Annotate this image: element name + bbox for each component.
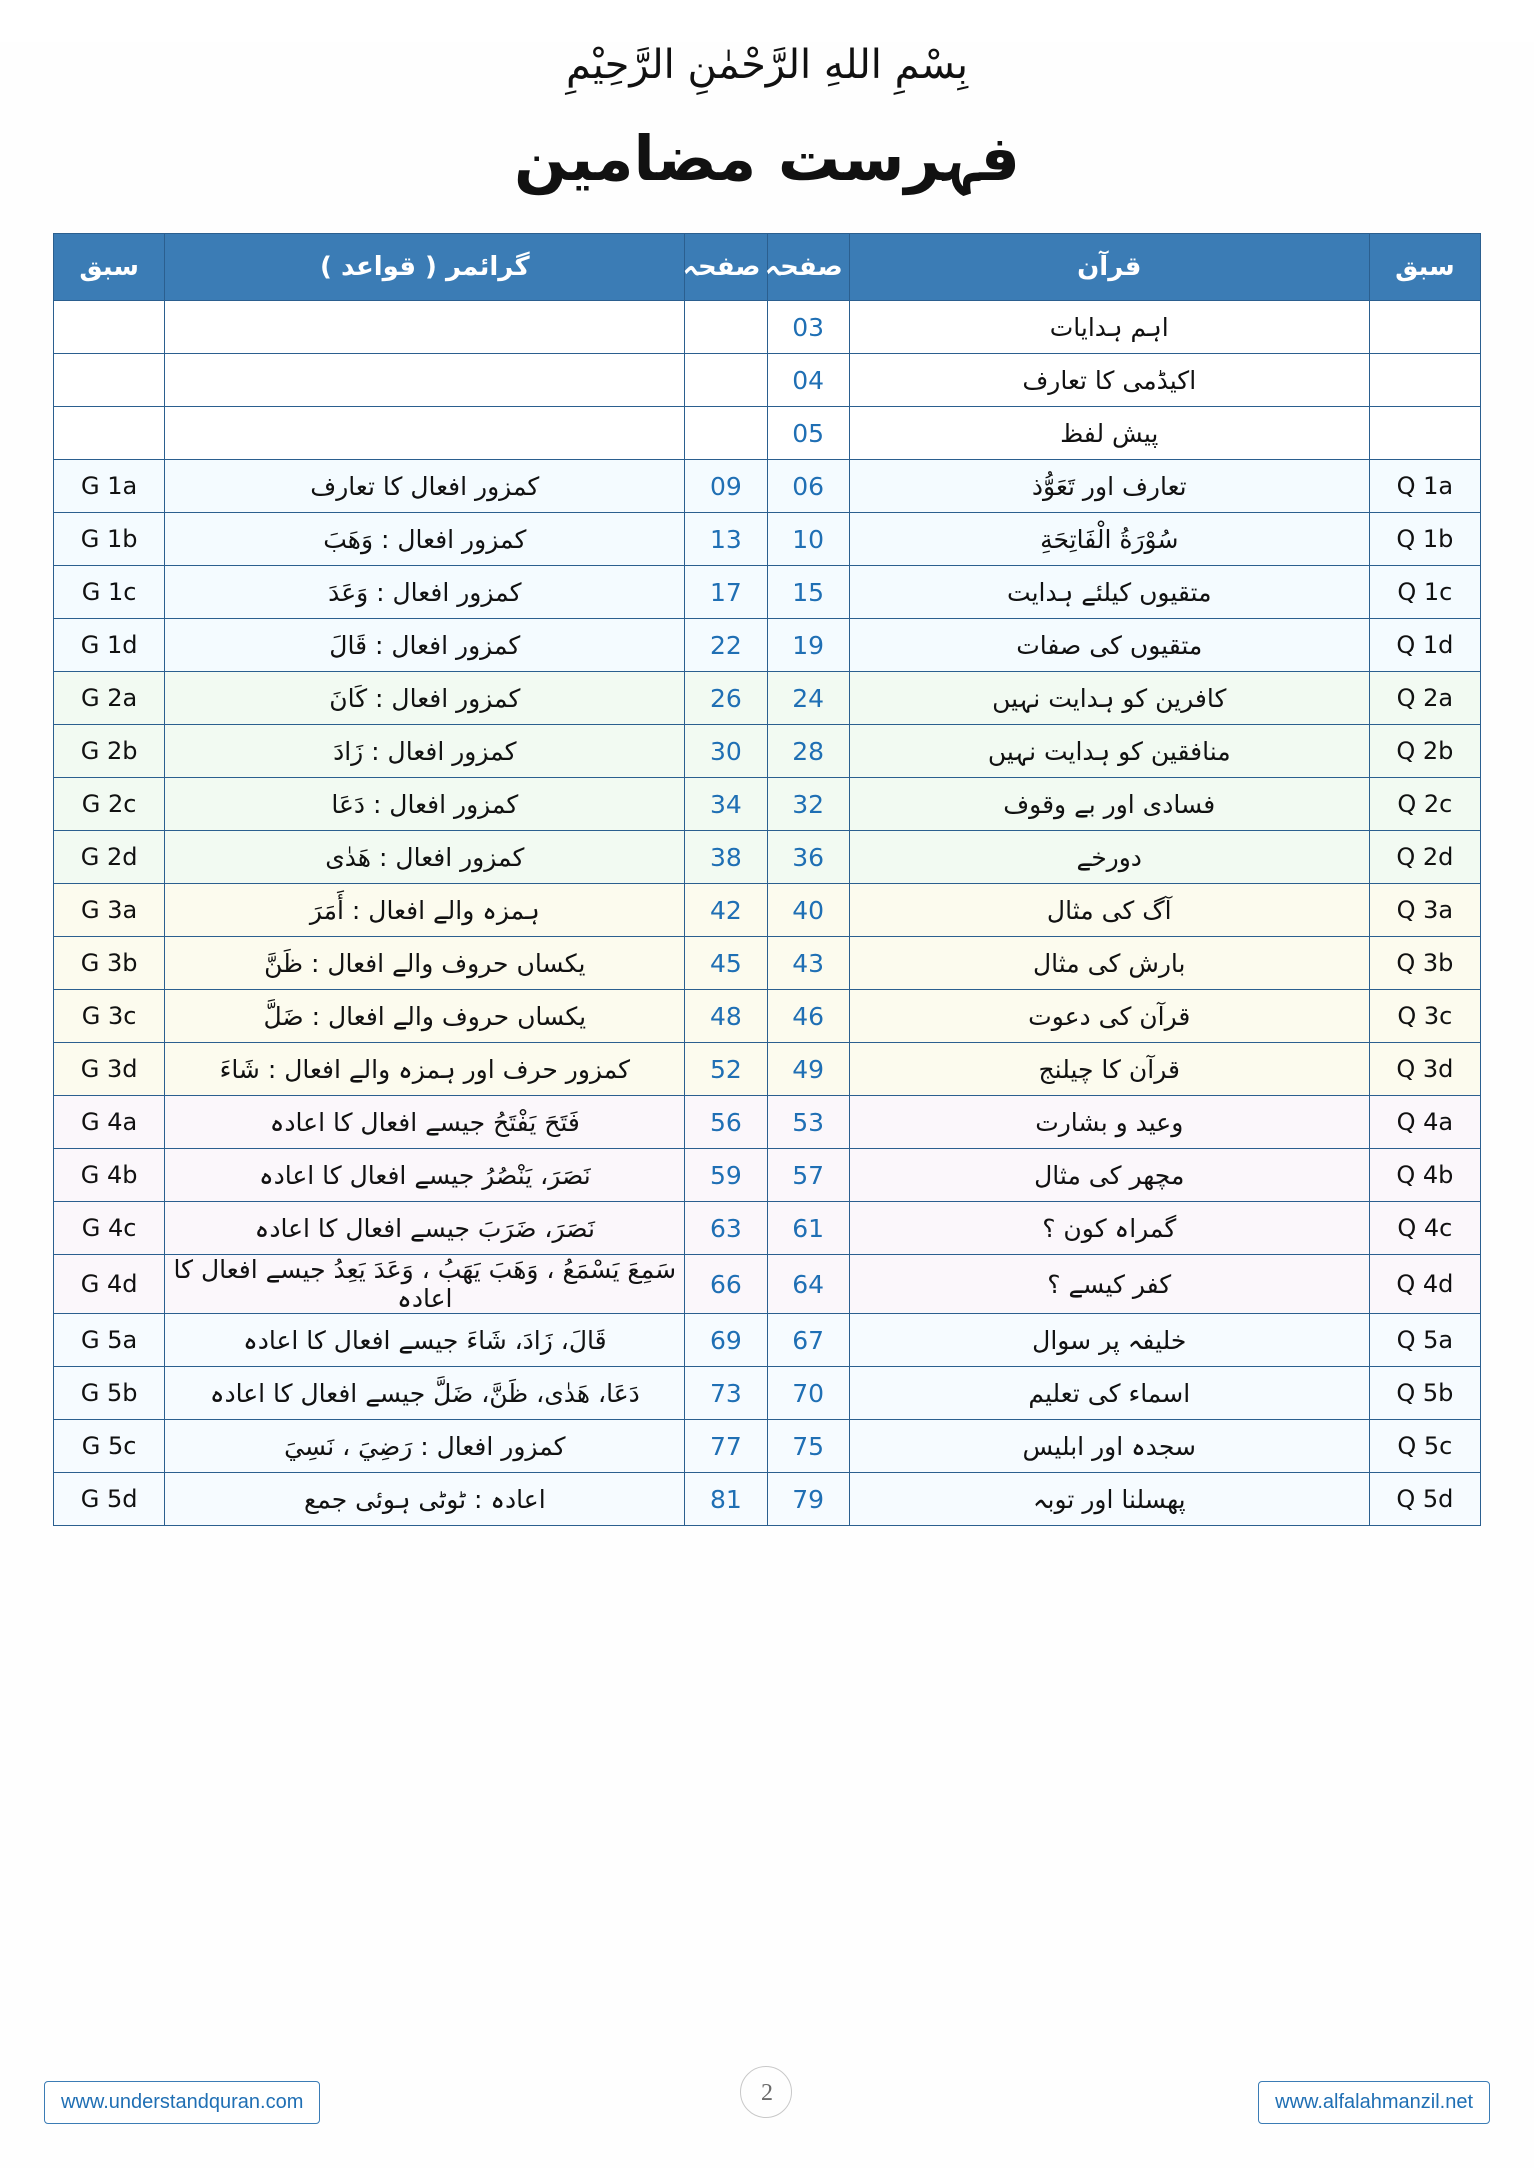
cell-topic-grammar: کمزور افعال : رَضِيَ ، نَسِيَ <box>165 1420 685 1473</box>
cell-topic-grammar: سَمِعَ يَسْمَعُ ، وَهَبَ يَهَبُ ، وَعَدَ يَعِدُ جیسے افعال کا اعادہ <box>165 1255 685 1314</box>
cell-sabaq-quran: Q 3a <box>1369 884 1480 937</box>
cell-sabaq-grammar <box>54 407 165 460</box>
cell-page-quran: 64 <box>767 1255 849 1314</box>
cell-topic-grammar: کمزور افعال : وَهَبَ <box>165 513 685 566</box>
cell-sabaq-grammar: G 1b <box>54 513 165 566</box>
page-number-ornament <box>740 2066 792 2118</box>
cell-topic-quran: بارش کی مثال <box>849 937 1369 990</box>
cell-topic-quran: قرآن کی دعوت <box>849 990 1369 1043</box>
cell-page-quran: 75 <box>767 1420 849 1473</box>
cell-topic-grammar: کمزور افعال : وَعَدَ <box>165 566 685 619</box>
column-header-sabaq-grammar: سبق <box>54 234 165 301</box>
cell-sabaq-grammar: G 5c <box>54 1420 165 1473</box>
table-row <box>54 1149 1481 1202</box>
table-of-contents <box>53 233 1481 1526</box>
cell-topic-grammar <box>165 354 685 407</box>
table-row <box>54 1043 1481 1096</box>
cell-topic-grammar: کمزور افعال کا تعارف <box>165 460 685 513</box>
table-row <box>54 831 1481 884</box>
cell-page-grammar <box>685 301 767 354</box>
cell-sabaq-grammar: G 2c <box>54 778 165 831</box>
cell-page-grammar <box>685 407 767 460</box>
cell-page-quran: 36 <box>767 831 849 884</box>
cell-topic-quran: پیش لفظ <box>849 407 1369 460</box>
table-row <box>54 1255 1481 1314</box>
cell-sabaq-grammar <box>54 354 165 407</box>
cell-topic-grammar: اعادہ : ٹوٹی ہوئی جمع <box>165 1473 685 1526</box>
cell-sabaq-quran: Q 5c <box>1369 1420 1480 1473</box>
table-row <box>54 566 1481 619</box>
cell-topic-grammar: نَصَرَ، ضَرَبَ جیسے افعال کا اعادہ <box>165 1202 685 1255</box>
cell-topic-grammar: فَتَحَ يَفْتَحُ جیسے افعال کا اعادہ <box>165 1096 685 1149</box>
cell-sabaq-quran: Q 4d <box>1369 1255 1480 1314</box>
cell-page-grammar: 59 <box>685 1149 767 1202</box>
cell-sabaq-grammar: G 3c <box>54 990 165 1043</box>
cell-sabaq-quran: Q 1b <box>1369 513 1480 566</box>
cell-page-grammar: 69 <box>685 1314 767 1367</box>
column-header-quran: قرآن <box>849 234 1369 301</box>
cell-sabaq-quran: Q 1c <box>1369 566 1480 619</box>
cell-sabaq-grammar: G 3d <box>54 1043 165 1096</box>
cell-page-grammar: 26 <box>685 672 767 725</box>
cell-page-grammar: 17 <box>685 566 767 619</box>
footer-url-left[interactable]: www.understandquran.com <box>44 2081 320 2124</box>
cell-page-quran: 04 <box>767 354 849 407</box>
cell-sabaq-grammar: G 5d <box>54 1473 165 1526</box>
cell-sabaq-grammar: G 2b <box>54 725 165 778</box>
cell-page-grammar: 34 <box>685 778 767 831</box>
cell-sabaq-quran: Q 5b <box>1369 1367 1480 1420</box>
cell-sabaq-grammar: G 3b <box>54 937 165 990</box>
cell-topic-grammar: ہمزہ والے افعال : أَمَرَ <box>165 884 685 937</box>
table-header-row <box>54 234 1481 301</box>
table-row <box>54 354 1481 407</box>
table-row <box>54 672 1481 725</box>
cell-sabaq-grammar: G 4a <box>54 1096 165 1149</box>
cell-page-grammar: 48 <box>685 990 767 1043</box>
table-row <box>54 407 1481 460</box>
cell-page-quran: 46 <box>767 990 849 1043</box>
table-row <box>54 1314 1481 1367</box>
column-header-safha-quran: صفحہ <box>767 234 849 301</box>
cell-sabaq-quran: Q 2a <box>1369 672 1480 725</box>
cell-sabaq-quran: Q 4b <box>1369 1149 1480 1202</box>
table-row <box>54 778 1481 831</box>
cell-sabaq-grammar: G 1a <box>54 460 165 513</box>
footer-url-right[interactable]: www.alfalahmanzil.net <box>1258 2081 1490 2124</box>
cell-sabaq-quran: Q 5d <box>1369 1473 1480 1526</box>
cell-topic-grammar: یکساں حروف والے افعال : ضَلَّ <box>165 990 685 1043</box>
cell-sabaq-quran: Q 4a <box>1369 1096 1480 1149</box>
cell-topic-quran: تعارف اور تَعَوُّذ <box>849 460 1369 513</box>
cell-topic-quran: سجدہ اور ابلیس <box>849 1420 1369 1473</box>
cell-sabaq-quran <box>1369 301 1480 354</box>
table-row <box>54 619 1481 672</box>
cell-page-grammar: 22 <box>685 619 767 672</box>
cell-topic-quran: کفر کیسے ؟ <box>849 1255 1369 1314</box>
cell-sabaq-grammar: G 2a <box>54 672 165 725</box>
cell-sabaq-quran <box>1369 354 1480 407</box>
column-header-safha-grammar: صفحہ <box>685 234 767 301</box>
cell-topic-quran: کافرین کو ہدایت نہیں <box>849 672 1369 725</box>
cell-topic-grammar <box>165 407 685 460</box>
cell-topic-quran: فسادی اور بے وقوف <box>849 778 1369 831</box>
cell-page-grammar: 52 <box>685 1043 767 1096</box>
cell-topic-quran: اہم ہدایات <box>849 301 1369 354</box>
page-number <box>740 2066 794 2120</box>
cell-topic-quran: متقیوں کی صفات <box>849 619 1369 672</box>
cell-topic-quran: دورخے <box>849 831 1369 884</box>
cell-topic-quran: گمراہ کون ؟ <box>849 1202 1369 1255</box>
cell-sabaq-grammar: G 1c <box>54 566 165 619</box>
cell-page-grammar: 13 <box>685 513 767 566</box>
cell-page-grammar: 45 <box>685 937 767 990</box>
cell-sabaq-grammar: G 5b <box>54 1367 165 1420</box>
cell-page-quran: 57 <box>767 1149 849 1202</box>
cell-page-grammar: 63 <box>685 1202 767 1255</box>
cell-sabaq-quran: Q 2d <box>1369 831 1480 884</box>
cell-page-grammar: 66 <box>685 1255 767 1314</box>
document-page <box>0 42 1534 2168</box>
cell-page-quran: 70 <box>767 1367 849 1420</box>
cell-sabaq-quran: Q 1a <box>1369 460 1480 513</box>
cell-sabaq-grammar: G 4d <box>54 1255 165 1314</box>
page-footer <box>0 2064 1534 2124</box>
cell-topic-grammar <box>165 301 685 354</box>
table-row <box>54 725 1481 778</box>
cell-page-quran: 15 <box>767 566 849 619</box>
cell-topic-grammar: نَصَرَ، يَنْصُرُ جیسے افعال کا اعادہ <box>165 1149 685 1202</box>
column-header-grammar: گرائمر ( قواعد ) <box>165 234 685 301</box>
cell-sabaq-grammar: G 4c <box>54 1202 165 1255</box>
cell-topic-grammar: کمزور افعال : كَانَ <box>165 672 685 725</box>
cell-sabaq-quran: Q 2b <box>1369 725 1480 778</box>
table-row <box>54 937 1481 990</box>
cell-page-grammar: 56 <box>685 1096 767 1149</box>
cell-sabaq-grammar: G 3a <box>54 884 165 937</box>
cell-topic-grammar: کمزور افعال : زَادَ <box>165 725 685 778</box>
cell-page-quran: 19 <box>767 619 849 672</box>
cell-sabaq-quran: Q 3d <box>1369 1043 1480 1096</box>
cell-sabaq-grammar <box>54 301 165 354</box>
cell-page-grammar: 81 <box>685 1473 767 1526</box>
cell-topic-quran: پھسلنا اور توبہ <box>849 1473 1369 1526</box>
cell-page-quran: 40 <box>767 884 849 937</box>
bismillah-heading: بِسْمِ اللهِ الرَّحْمٰنِ الرَّحِيْمِ <box>565 42 969 88</box>
cell-page-quran: 49 <box>767 1043 849 1096</box>
cell-page-grammar: 30 <box>685 725 767 778</box>
cell-sabaq-quran: Q 3b <box>1369 937 1480 990</box>
cell-page-quran: 03 <box>767 301 849 354</box>
table-row <box>54 884 1481 937</box>
cell-topic-quran: اکیڈمی کا تعارف <box>849 354 1369 407</box>
cell-page-quran: 06 <box>767 460 849 513</box>
page-number-value: 2 <box>761 2080 773 2106</box>
cell-page-grammar: 77 <box>685 1420 767 1473</box>
cell-page-quran: 79 <box>767 1473 849 1526</box>
cell-topic-grammar: کمزور افعال : هَدٰى <box>165 831 685 884</box>
cell-page-grammar: 09 <box>685 460 767 513</box>
cell-page-quran: 43 <box>767 937 849 990</box>
table-row <box>54 1420 1481 1473</box>
cell-topic-quran: متقیوں کیلئے ہدایت <box>849 566 1369 619</box>
cell-topic-quran: مچھر کی مثال <box>849 1149 1369 1202</box>
cell-page-grammar: 38 <box>685 831 767 884</box>
cell-sabaq-grammar: G 1d <box>54 619 165 672</box>
page-title: فہرست مضامین <box>514 122 1020 195</box>
cell-topic-grammar: کمزور حرف اور ہمزہ والے افعال : شَاءَ <box>165 1043 685 1096</box>
cell-topic-grammar: یکساں حروف والے افعال : ظَنَّ <box>165 937 685 990</box>
table-row <box>54 1202 1481 1255</box>
table-body <box>54 301 1481 1526</box>
cell-topic-quran: وعید و بشارت <box>849 1096 1369 1149</box>
cell-page-quran: 05 <box>767 407 849 460</box>
cell-sabaq-quran: Q 4c <box>1369 1202 1480 1255</box>
cell-topic-grammar: کمزور افعال : دَعَا <box>165 778 685 831</box>
cell-page-quran: 53 <box>767 1096 849 1149</box>
cell-page-quran: 28 <box>767 725 849 778</box>
table-row <box>54 1096 1481 1149</box>
cell-sabaq-quran: Q 2c <box>1369 778 1480 831</box>
cell-sabaq-quran: Q 5a <box>1369 1314 1480 1367</box>
table-row <box>54 301 1481 354</box>
cell-page-quran: 10 <box>767 513 849 566</box>
table-row <box>54 460 1481 513</box>
cell-topic-grammar: کمزور افعال : قَالَ <box>165 619 685 672</box>
cell-page-grammar <box>685 354 767 407</box>
cell-page-quran: 32 <box>767 778 849 831</box>
table-row <box>54 1367 1481 1420</box>
cell-topic-grammar: دَعَا، هَدٰى، ظَنَّ، ضَلَّ جیسے افعال کا اعادہ <box>165 1367 685 1420</box>
cell-sabaq-grammar: G 5a <box>54 1314 165 1367</box>
cell-topic-quran: قرآن کا چیلنج <box>849 1043 1369 1096</box>
table-row <box>54 513 1481 566</box>
cell-page-grammar: 73 <box>685 1367 767 1420</box>
cell-page-quran: 67 <box>767 1314 849 1367</box>
cell-page-quran: 61 <box>767 1202 849 1255</box>
cell-sabaq-quran: Q 1d <box>1369 619 1480 672</box>
cell-topic-grammar: قَالَ، زَادَ، شَاءَ جیسے افعال کا اعادہ <box>165 1314 685 1367</box>
cell-sabaq-quran: Q 3c <box>1369 990 1480 1043</box>
cell-page-grammar: 42 <box>685 884 767 937</box>
cell-sabaq-grammar: G 4b <box>54 1149 165 1202</box>
cell-topic-quran: منافقین کو ہدایت نہیں <box>849 725 1369 778</box>
cell-page-quran: 24 <box>767 672 849 725</box>
table-row <box>54 1473 1481 1526</box>
cell-topic-quran: اسماء کی تعلیم <box>849 1367 1369 1420</box>
table-row <box>54 990 1481 1043</box>
cell-topic-quran: سُوْرَةُ الْفَاتِحَةِ <box>849 513 1369 566</box>
column-header-sabaq-quran: سبق <box>1369 234 1480 301</box>
cell-sabaq-quran <box>1369 407 1480 460</box>
cell-sabaq-grammar: G 2d <box>54 831 165 884</box>
cell-topic-quran: آگ کی مثال <box>849 884 1369 937</box>
cell-topic-quran: خلیفہ پر سوال <box>849 1314 1369 1367</box>
